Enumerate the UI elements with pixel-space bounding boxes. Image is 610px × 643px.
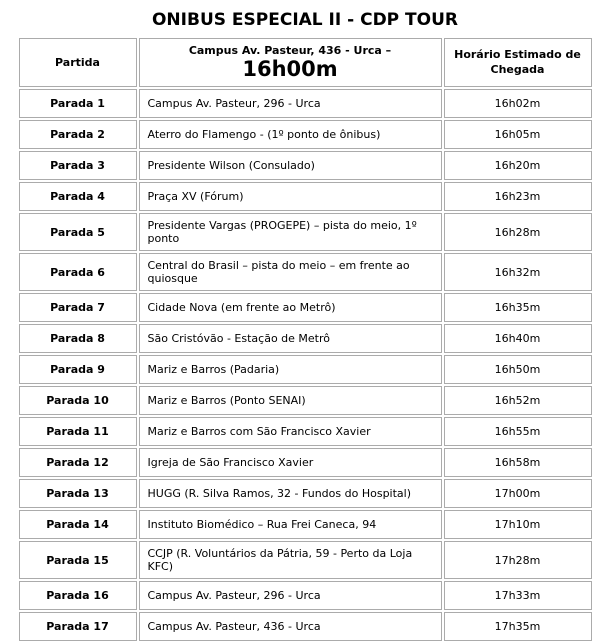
header-row bbox=[19, 38, 592, 87]
stop-location: Aterro do Flamengo - (1º ponto de ônibus) bbox=[139, 120, 442, 149]
stop-arrival-time: 16h40m bbox=[444, 324, 592, 353]
stop-arrival-time: 17h00m bbox=[444, 479, 592, 508]
table-row bbox=[19, 182, 592, 211]
stop-name: Parada 17 bbox=[19, 612, 137, 641]
table-row bbox=[19, 612, 592, 641]
table-row bbox=[19, 510, 592, 539]
stop-name: Parada 5 bbox=[19, 213, 137, 251]
stop-name: Parada 7 bbox=[19, 293, 137, 322]
table-row bbox=[19, 479, 592, 508]
stop-arrival-time: 17h35m bbox=[444, 612, 592, 641]
table-row bbox=[19, 324, 592, 353]
stop-arrival-time: 17h10m bbox=[444, 510, 592, 539]
stop-name: Parada 9 bbox=[19, 355, 137, 384]
stop-location: Central do Brasil – pista do meio – em frente ao quiosque bbox=[139, 253, 442, 291]
stop-name: Parada 13 bbox=[19, 479, 137, 508]
stop-arrival-time: 16h05m bbox=[444, 120, 592, 149]
stop-location: São Cristóvão - Estação de Metrô bbox=[139, 324, 442, 353]
table-row bbox=[19, 448, 592, 477]
stop-arrival-time: 16h55m bbox=[444, 417, 592, 446]
stop-arrival-time: 16h23m bbox=[444, 182, 592, 211]
stop-name: Parada 6 bbox=[19, 253, 137, 291]
stop-location: Mariz e Barros com São Francisco Xavier bbox=[139, 417, 442, 446]
stop-location: Instituto Biomédico – Rua Frei Caneca, 94 bbox=[139, 510, 442, 539]
header-departure-column: Partida bbox=[19, 38, 137, 87]
stop-name: Parada 1 bbox=[19, 89, 137, 118]
stop-arrival-time: 17h28m bbox=[444, 541, 592, 579]
stop-location: Mariz e Barros (Padaria) bbox=[139, 355, 442, 384]
stop-arrival-time: 16h20m bbox=[444, 151, 592, 180]
stop-name: Parada 10 bbox=[19, 386, 137, 415]
stop-location: Campus Av. Pasteur, 296 - Urca bbox=[139, 581, 442, 610]
table-row bbox=[19, 213, 592, 251]
stop-name: Parada 4 bbox=[19, 182, 137, 211]
header-arrival-column: Horário Estimado de Chegada bbox=[444, 38, 592, 87]
header-route-text: Campus Av. Pasteur, 436 - Urca – bbox=[188, 44, 392, 57]
stop-arrival-time: 16h52m bbox=[444, 386, 592, 415]
table-row bbox=[19, 581, 592, 610]
stop-location: Presidente Wilson (Consulado) bbox=[139, 151, 442, 180]
stop-location: Praça XV (Fórum) bbox=[139, 182, 442, 211]
stop-location: Presidente Vargas (PROGEPE) – pista do meio, 1º ponto bbox=[139, 213, 442, 251]
stop-location: Campus Av. Pasteur, 436 - Urca bbox=[139, 612, 442, 641]
stop-name: Parada 15 bbox=[19, 541, 137, 579]
stop-name: Parada 2 bbox=[19, 120, 137, 149]
stop-name: Parada 8 bbox=[19, 324, 137, 353]
stop-arrival-time: 16h58m bbox=[444, 448, 592, 477]
stop-location: Mariz e Barros (Ponto SENAI) bbox=[139, 386, 442, 415]
table-row bbox=[19, 417, 592, 446]
table-row bbox=[19, 120, 592, 149]
header-departure-time: 16h00m bbox=[242, 57, 338, 81]
stop-arrival-time: 16h32m bbox=[444, 253, 592, 291]
stop-name: Parada 11 bbox=[19, 417, 137, 446]
stop-arrival-time: 16h35m bbox=[444, 293, 592, 322]
stop-location: CCJP (R. Voluntários da Pátria, 59 - Perto da Loja KFC) bbox=[139, 541, 442, 579]
stop-arrival-time: 17h33m bbox=[444, 581, 592, 610]
table-row bbox=[19, 293, 592, 322]
table-row bbox=[19, 541, 592, 579]
stop-arrival-time: 16h28m bbox=[444, 213, 592, 251]
table-row bbox=[19, 355, 592, 384]
stop-location: Igreja de São Francisco Xavier bbox=[139, 448, 442, 477]
stop-name: Parada 14 bbox=[19, 510, 137, 539]
schedule-table bbox=[17, 36, 594, 643]
page-title: ONIBUS ESPECIAL II - CDP TOUR bbox=[151, 10, 459, 30]
table-row bbox=[19, 253, 592, 291]
schedule-header bbox=[19, 38, 592, 87]
header-route bbox=[139, 38, 442, 87]
table-row bbox=[19, 151, 592, 180]
stop-arrival-time: 16h50m bbox=[444, 355, 592, 384]
table-row bbox=[19, 89, 592, 118]
stop-name: Parada 12 bbox=[19, 448, 137, 477]
stop-location: HUGG (R. Silva Ramos, 32 - Fundos do Hospital) bbox=[139, 479, 442, 508]
stop-location: Campus Av. Pasteur, 296 - Urca bbox=[139, 89, 442, 118]
schedule-body bbox=[19, 89, 592, 641]
stop-location: Cidade Nova (em frente ao Metrô) bbox=[139, 293, 442, 322]
stop-name: Parada 16 bbox=[19, 581, 137, 610]
stop-name: Parada 3 bbox=[19, 151, 137, 180]
stop-arrival-time: 16h02m bbox=[444, 89, 592, 118]
table-row bbox=[19, 386, 592, 415]
